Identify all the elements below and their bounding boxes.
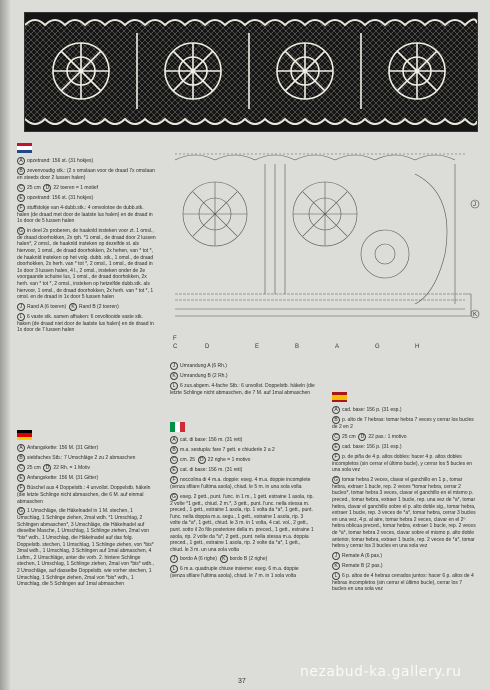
diagram-label-g: G [375, 344, 380, 350]
spanish-item-g: G tomar hebra 2 veces, clavar el ganchillo en 1 p., tomar hebra, extraer 1 bucle, rep. 2 veces *tomar hebra, cerrar 2 bucles*, tomar hebra 3 veces, clavar el ganchillo en el mismo p. preced., tomar hebra, extraer 1 bucle, rep. una vez de *a*, tomar hebra, clavar el ganchillo sobre el p. alto doble sig., tomar hebra, extraer 1 bucle, rep. 3 veces de *a*, tomar hebra, cerrar 3 bucles en una vez, 4 p. al aire, tomar hebra 2 veces, clavar en el 2º hebra oblicua preced., tomar hebra, extraer 1 bucle, rep. 2 veces de *a*, tomar hebra 2 veces, clavar sobre el mismo p. alto doble anterior, tomar hebra, extraer 1 bucle, rep. 2 veces de *a*, tomar hebra y cerrar los 3 bucles en una sola vez [332, 476, 476, 550]
diagram-label-a: A [335, 344, 340, 350]
spanish-item-b: B p. alto de 7 hebras: tomar hebra 7 veces y cerrar los bucles de 2 en 2 [332, 417, 474, 430]
spanish-item-l: L 6 p. altos de 4 hebras cerrados juntos: hacer 6 p. altos de 4 hebras incompletos (sin cerrar el último bucle), cerrar los 7 bucles en una sola vez [332, 572, 474, 593]
label-a: A [170, 436, 178, 444]
label-f: F [17, 484, 25, 492]
label-b: B [170, 446, 178, 454]
german-item-a: A Anfangskette: 156 M. (31 Gitter) [17, 444, 157, 452]
german-instructions [17, 444, 157, 590]
diagram-label-d: D [205, 344, 210, 350]
german-item-cd: C 25 cm D 22 Rh. = 1 Motiv [17, 464, 157, 472]
dutch-item-l: L 6 vaste stk. samen afhaken: 6 onvoltooide vaste stk. haken (de draad niet door de laatste lus halen) en de draad in 1x door de 7 lussen halen [17, 313, 154, 334]
dutch-item-f: F stuffstokje van 4-dubb.stk.: 4 omvolotoe de dubb.stk. halen (de draad met door de laatste lus halen) en de draad in 1x door de 5 lussen halen [17, 204, 153, 225]
diagram-label-e: E [255, 344, 260, 350]
label-l: L [170, 565, 178, 573]
label-j: J [332, 552, 340, 560]
page-gutter-shadow [0, 0, 10, 690]
diagram-label-f: F [173, 336, 177, 342]
spanish-item-a: A cad. base: 156 p. (31 esp.) [332, 406, 477, 414]
label-b: B [17, 454, 25, 462]
lace-pattern-graphic [25, 13, 477, 131]
label-k: K [220, 555, 228, 563]
diagram-notes-german [170, 362, 315, 399]
label-e: E [332, 443, 340, 451]
label-b: B [332, 416, 340, 424]
dutch-instructions [17, 157, 157, 336]
diagram-label-c: C [173, 344, 178, 350]
label-c: C [332, 433, 340, 441]
label-c: C [17, 184, 25, 192]
german-flag-icon [17, 430, 32, 440]
label-k: K [69, 303, 77, 311]
dutch-item-a: A opzetrand: 156 st. (31 hokjes) [17, 157, 157, 165]
label-e: E [17, 194, 25, 202]
italian-item-l: L 6 m.a. quadruple chiuse insieme: eseg. 6 m.a. doppie (senza sfilare l'ultima asola), chiud. le 7 m. in 1 sola volta [170, 566, 299, 580]
label-k: K [170, 372, 178, 380]
dutch-flag-icon [17, 143, 32, 153]
spanish-item-e: E cad. base: 156 p. (31 esp.) [332, 443, 477, 451]
diagram-label-b: B [295, 344, 300, 350]
german-item-e: E Anfangskette: 156 M. (31 Gitter) [17, 474, 157, 482]
italian-item-cd: C cm. 25 D 22 righe = 1 motivo [170, 456, 315, 464]
label-f: F [17, 204, 25, 212]
page-number: 37 [238, 678, 246, 685]
spanish-instructions [332, 406, 477, 595]
diagram-label-h: H [415, 344, 420, 350]
german-item-g: G 1 Umschläge, die Häkelnadel in 1 M. stechen, 1 Umschlag, 1 Schlinge ziehen, 2mal wdh. *1 Umschlag, 2 Schlingen abmaschen*, 3 Umschläge, die Häkelnadel auf dieselbe Masche, 1 Umschlag, 1 Schlinge ziehen, 2mal von *bis* wdh., 1 Umschlag, die Häkelnadel auf das folg. Doppelstb. stechen, 1 Umschlag, 1 Schlinge ziehen, von *bis* 3mal wdh., 1 Umschlag, 3 Schlingen auf 1mal abmaschen, 4 Luftm., 2 Umschläge, unter die vorh. 2. hintere Schlinge stechen, 1 Umschlag, 1 Schlinge ziehen, 2mal von *bis* wdh., 2 Umschläge, auf dasselbe Doppelstb. wie vorher stechen, 1 Umschlag, 1 Schlinge ziehen, 2mal von *bis* wdh., 1 Umschlag, die 5 Schlingen auf 1mal abmaschen [17, 508, 155, 588]
label-d: D [43, 464, 51, 472]
label-g: G [17, 227, 25, 235]
italian-item-f: F noccolina di 4 m.a. doppie: eseg. 4 m.a. doppie incomplete (senza sfilare l'ultima asola), chiud. le 5 m. in una sola volta [170, 477, 311, 490]
spanish-item-k: K Remate B (2 pas.) [332, 562, 477, 570]
label-c: C [17, 464, 25, 472]
italian-flag-icon [170, 422, 185, 432]
label-g: G [17, 507, 25, 515]
italian-item-e: E cat. di base: 156 m. (31 reti) [170, 466, 315, 474]
dutch-item-jk: J Rand A (6 toeren) K Rand B (2 toeren) [17, 303, 157, 311]
italian-item-b: B m.a. sestupla: fare 7 gett. e chiuderle 2 a 2 [170, 446, 315, 454]
dutch-item-cd: C 25 cm D 22 toeren = 1 motief [17, 184, 157, 192]
label-d: D [358, 433, 366, 441]
diagram-label-j: J [473, 202, 476, 208]
label-j: J [170, 362, 178, 370]
label-e: E [17, 474, 25, 482]
label-j: J [170, 555, 178, 563]
label-k: K [332, 562, 340, 570]
lace-border-photo [24, 12, 478, 132]
crochet-chart-diagram [165, 144, 483, 354]
label-g: G [332, 476, 340, 484]
label-c: C [170, 456, 178, 464]
dutch-item-b: B zevenvoudig stk.: (2 x omslaan voor de draad 7x omslaan en steeds door 2 lussen halen) [17, 168, 155, 181]
label-l: L [170, 382, 178, 390]
italian-item-a: A cat. di base: 156 m. (31 reti) [170, 436, 315, 444]
dutch-item-g: G in deel 2x proberen, de haaknld insteken voor zt. 1 omsl., de draad doorhokken, 2x rph. *1 omsl., de draad door 2 lussen halen*, 2 omsl., de haaknld insteken op dezelfde st. als hiervoor, 1 omsl., de draad doorhokken, 2x hehen, van * tot *, de haaknld insteken op het volg. dubb. stk., 1 omsl., de draad doorhokken, 2x herh. van * tot *, 2 omsl., 1 omsl., de draad in 1x door 3 lussen halen, 4 l., 2 omsl., insteken onder de 2e voorgaande schuine lus, 1 omsl., de draad doorhokken, 2x herh. van * tot *, 2 omsl., insteken op hetzelfde dubb.stk. als hiervoor, 1 omsl., de draad doorhokken, 2x herh. van * tot *, 1 omsl. en de draad in 1x door 5 lussen halen [17, 227, 156, 301]
label-b: B [17, 167, 25, 175]
label-g: G [170, 493, 178, 501]
label-a: A [332, 406, 340, 414]
dutch-item-e: E opzetrand: 156 st. (31 hokjes) [17, 194, 157, 202]
label-d: D [198, 456, 206, 464]
label-e: E [170, 466, 178, 474]
site-watermark: nezabud-ka.gallery.ru [300, 664, 462, 680]
italian-item-g: G eseg. 2 gett., punt. l'unc. in 1 m., 1 gett. estraine 1 asola, rip. 2 volte *1 gett., chiud. 2 m.*, 3 gett., punt. l'unc. nella stessa m. preced., 1 gett., estraine 1 asola, rip. 1 volta da *a*, 1 gett., punt. l'unc. nella doppia m.a. segu., 1 gett., estraine 1 asola, rip. 3 volte da *a*, 1 gett., chiud. le 3 m. in 1 volta, 4 cat. vol., 2 gett., punt. sotto il 2o filo posteriore della m. preced., 1 gett., estraine 1 asola, rip. 2 volte da *a*, 2 gett., punt. nella stessa m.a. doppia preced., 1 gett., estraine 1 asola, rip. 2 volte da *a*, 1 gett., chiud. le 3 m. un una sola volta [170, 493, 314, 553]
spanish-item-f: F p. de piña de 4 p. altos dobles: hacer 4 p. altos dobles incompletos (sin cerrar el último bucle), y cerrar los 5 bucles en una sola vez [332, 453, 473, 474]
label-l: L [17, 313, 25, 321]
label-j: J [17, 303, 25, 311]
note-j: J Umrandung A (6 Rh.) [170, 362, 315, 370]
spanish-item-j: J Remate A (6 pas.) [332, 552, 477, 560]
german-item-f: F Büschel aus 4 Doppelstb.: 4 unvollst. Doppelstb. häkeln (die letzte Schlinge nicht abmaschen, die 6 M. auf einmal abmaschen [17, 485, 151, 505]
spanish-flag-icon [332, 392, 347, 402]
label-f: F [170, 476, 178, 484]
note-k: K Umrandung B (2 Rh.) [170, 372, 315, 380]
label-f: F [332, 453, 340, 461]
note-l: L 6 zus.abgem. 4-fache Stb.: 6 unvollst. Doppelstb. häkeln (die letzte Schlinge nicht abmaschen, die 7 M. auf 1mal abmaschen [170, 383, 315, 396]
italian-item-jk: J bordo A (6 righe) K bordo B (2 righe) [170, 555, 315, 563]
diagram-label-k: K [473, 312, 478, 318]
german-item-b: B siebfaches Stb.: 7 Umschläge 2 zu 2 abmaschen [17, 454, 157, 462]
label-l: L [332, 572, 340, 580]
italian-instructions [170, 436, 315, 582]
label-a: A [17, 444, 25, 452]
label-d: D [43, 184, 51, 192]
label-a: A [17, 157, 25, 165]
spanish-item-cd: C 25 cm D 22 pas.: 1 motivo [332, 433, 477, 441]
